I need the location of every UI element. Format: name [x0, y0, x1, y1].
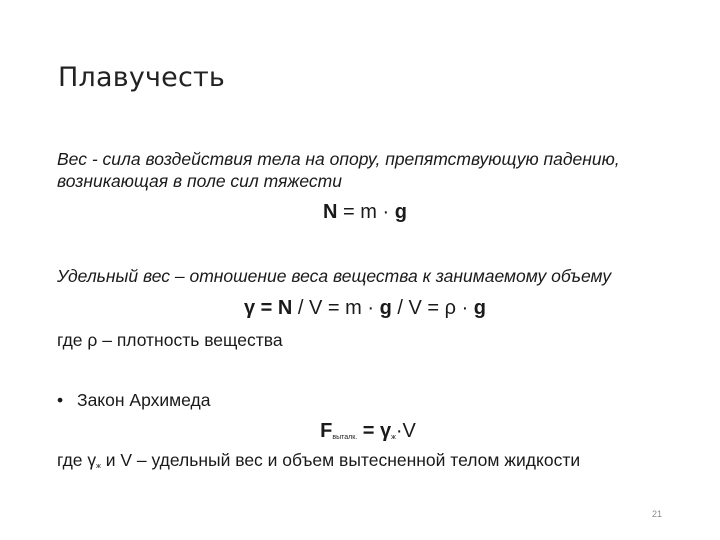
- formula-g: g: [394, 201, 407, 223]
- specific-weight-definition: Удельный вес – отношение веса вещества к занимаемому объему: [57, 266, 612, 286]
- formula-F-subscript: выталк.: [332, 434, 358, 441]
- formula-eq-gamma: = γ: [357, 420, 392, 442]
- archimedes-note: [57, 450, 580, 471]
- bullet-label: Закон Архимеда: [77, 390, 211, 410]
- specific-weight-formula: [5, 297, 720, 320]
- bullet-item: [57, 390, 210, 411]
- formula-gamma-N: γ = N: [244, 297, 293, 319]
- archimedes-formula: [8, 420, 720, 443]
- formula-F: F: [320, 420, 333, 442]
- weight-formula: [5, 201, 720, 224]
- formula-g1: g: [379, 297, 392, 319]
- archimedes-note-subscript: ж: [96, 463, 101, 470]
- density-note: где ρ – плотность вещества: [57, 330, 283, 350]
- formula-N: N: [323, 201, 338, 223]
- archimedes-note-prefix: где γ: [57, 450, 97, 470]
- weight-definition: Вес - сила воздействия тела на опору, препятствующую падению, возникающая в поле сил тяжести: [57, 149, 620, 191]
- formula-gamma-subscript: ж: [391, 434, 396, 441]
- formula-mid: / V = m ·: [292, 297, 380, 319]
- slide-title: Плавучесть: [58, 62, 226, 93]
- page-number: 21: [652, 509, 663, 519]
- archimedes-note-suffix: и V – удельный вес и объем вытесненной телом жидкости: [100, 450, 581, 470]
- formula-V: ·V: [395, 420, 416, 442]
- bullet-icon: •: [57, 390, 64, 410]
- formula-g2: g: [473, 297, 486, 319]
- formula-rest: = m ·: [337, 201, 395, 223]
- formula-tail: / V = ρ ·: [391, 297, 474, 319]
